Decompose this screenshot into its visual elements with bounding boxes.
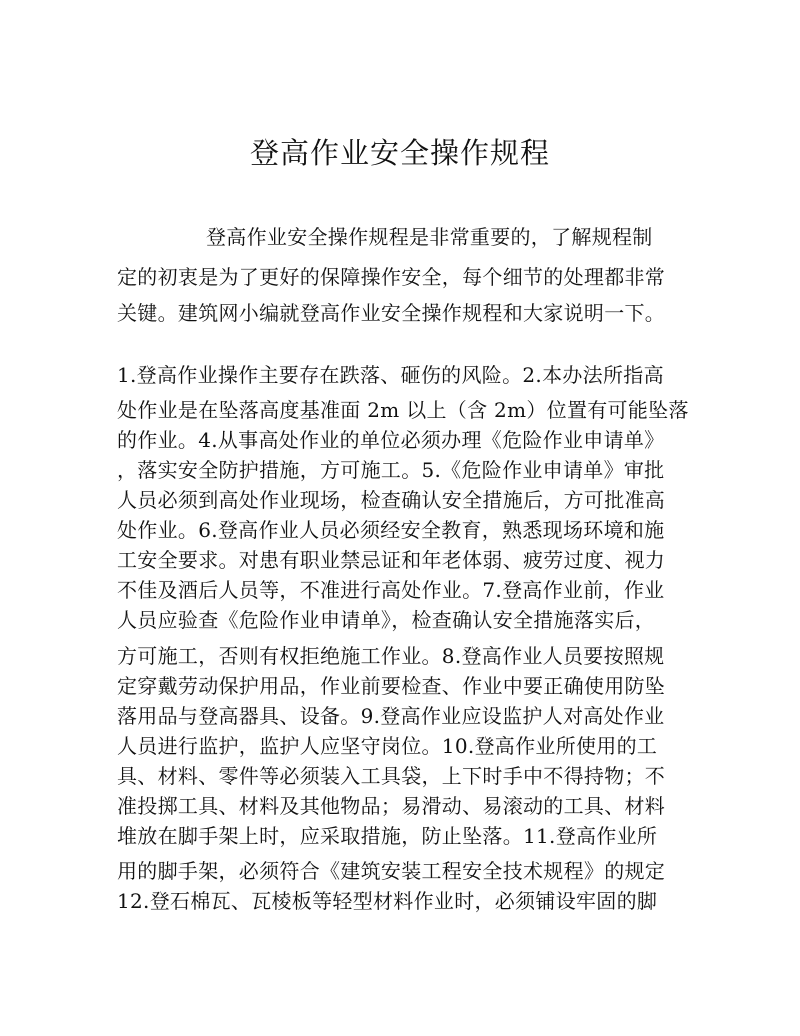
body-line: 处作业是在坠落高度基准面 2m 以上（含 2m）位置有可能坠落	[117, 398, 689, 422]
document-title: 登高作业安全操作规程	[249, 136, 550, 170]
body-line: 12.登石棉瓦、瓦棱板等轻型材料作业时，必须铺设牢固的脚	[117, 889, 658, 913]
body-line: 定穿戴劳动保护用品，作业前要检查、作业中要正确使用防坠	[117, 674, 666, 698]
body-line: 方可施工，否则有权拒绝施工作业。8.登高作业人员要按照规	[117, 644, 665, 668]
body-line: 落用品与登高器具、设备。9.登高作业应设监护人对高处作业	[117, 704, 665, 728]
intro-line: 定的初衷是为了更好的保障操作安全，每个细节的处理都非常	[117, 265, 666, 289]
body-line: 人员应验查《危险作业申请单》，检查确认安全措施落实后，	[117, 608, 656, 632]
body-line: 1.登高作业操作主要存在跌落、砸伤的风险。2.本办法所指高	[117, 363, 664, 387]
body-line: 人员进行监护，监护人应坚守岗位。10.登高作业所使用的工	[117, 734, 658, 758]
body-line: 人员必须到高处作业现场，检查确认安全措施后，方可批准高	[117, 488, 666, 512]
body-line: 具、材料、零件等必须装入工具袋，上下时手中不得持物；不	[117, 764, 666, 788]
intro-line: 登高作业安全操作规程是非常重要的，了解规程制	[206, 225, 653, 249]
body-line: ，落实安全防护措施，方可施工。5.《危险作业申请单》审批	[117, 458, 665, 482]
body-line: 准投掷工具、材料及其他物品；易滑动、易滚动的工具、材料	[117, 794, 666, 818]
body-line: 不佳及酒后人员等，不准进行高处作业。7.登高作业前，作业	[117, 578, 665, 602]
body-line: 工安全要求。对患有职业禁忌证和年老体弱、疲劳过度、视力	[117, 548, 666, 572]
body-line: 的作业。4.从事高处作业的单位必须办理《危险作业申请单》	[117, 428, 665, 452]
body-line: 处作业。6.登高作业人员必须经安全教育，熟悉现场环境和施	[117, 518, 665, 542]
intro-line: 关键。建筑网小编就登高作业安全操作规程和大家说明一下。	[117, 301, 666, 325]
body-line: 堆放在脚手架上时，应采取措施，防止坠落。11.登高作业所	[117, 824, 658, 848]
body-line: 用的脚手架，必须符合《建筑安装工程安全技术规程》的规定	[117, 859, 666, 883]
